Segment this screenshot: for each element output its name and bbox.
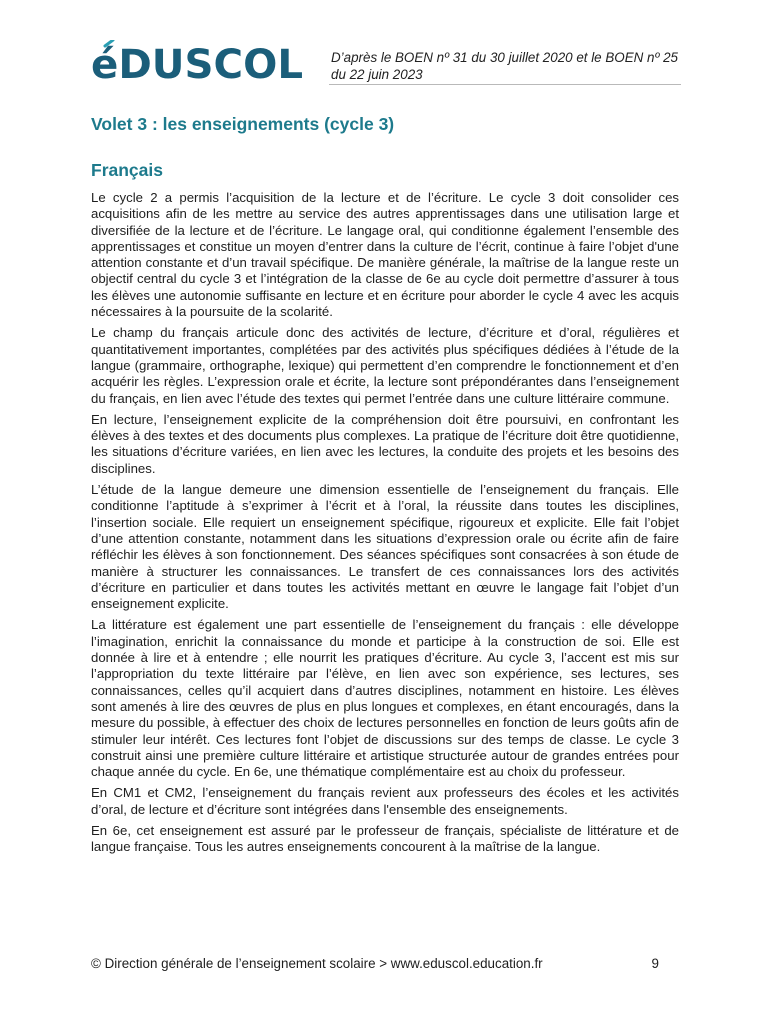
paragraph: Le champ du français articule donc des activités de lecture, d’écriture et d’oral, régulières et quantitativement importantes, complétées par des activités plus spécifiques dédiées à l’étude de la langue (grammaire, orthographe, lexique) qui permettent d’en comprendre le fonctionnement et d’en acquérir les règles. L’expression orale et écrite, la lecture sont prépondérantes dans l’enseignement du français, en lien avec l’étude des textes qui permet l’entrée dans une culture littéraire commune. xyxy=(91,325,679,406)
paragraph: En lecture, l’enseignement explicite de la compréhension doit être poursuivi, en confrontant les élèves à des textes et des documents plus complexes. La pratique de l’écriture doit être quotidienne, les situations d’écriture variées, en lien avec les lectures, la conduite des projets et les besoins des disciplines. xyxy=(91,411,679,476)
boen-reference: D’après le BOEN nº 31 du 30 juillet 2020 et le BOEN nº 25 du 22 juin 2023 xyxy=(331,50,678,82)
page-header xyxy=(91,40,681,88)
eduscol-logo-graphic xyxy=(91,40,311,86)
page-number: 9 xyxy=(651,956,659,971)
footer-credit: © Direction générale de l’enseignement scolaire > www.eduscol.education.fr xyxy=(91,956,543,971)
paragraph: La littérature est également une part essentielle de l’enseignement du français : elle développe l’imagination, enrichit la connaissance du monde et participe à la construction de soi. Elle est donnée à lire et à entendre ; elle nourrit les pratiques d’écriture. Au cycle 3, l’accent est mis sur l’appropriation du texte littéraire par l’élève, en lien avec son expérience, ses lectures, ses connaissances, celles qu’il acquiert dans d’autres disciplines, notamment en histoire. Les élèves sont amenés à lire des œuvres de plus en plus longues et complexes, en étant encouragés, dans la mesure du possible, à effectuer des choix de lectures personnelles en fonction de leurs goûts afin de stimuler leur intérêt. Ces lectures font l’objet de discussions sur des temps de classe. Le cycle 3 construit ainsi une première culture littéraire et artistique structurée autour de grandes entrées pour chaque année du cycle. En 6e, une thématique complémentaire est au choix du professeur. xyxy=(91,617,679,780)
body-text xyxy=(91,190,679,861)
paragraph: En CM1 et CM2, l’enseignement du français revient aux professeurs des écoles et les activités d’oral, de lecture et d’écriture sont intégrées dans l'ensemble des enseignements. xyxy=(91,785,679,817)
paragraph: L’étude de la langue demeure une dimension essentielle de l’enseignement du français. Elle conditionne l’aptitude à s’exprimer à l’écrit et à l’oral, la réussite dans toutes les disciplines, l’insertion sociale. Elle requiert un enseignement spécifique, rigoureux et explicite. Elle fait l’objet d’une attention constante, notamment dans les situations d’expression orale ou écrite afin de faire réfléchir les élèves à son fonctionnement. Des séances spécifiques sont consacrées à son étude de manière à structurer les connaissances. Le transfert de ces connaissances lors des activités d’écriture en particulier et dans toutes les activités mettant en œuvre le langage fait l’objet d’un enseignement explicite. xyxy=(91,482,679,612)
eduscol-logo-text: éDUSCOL xyxy=(91,42,303,86)
section-title: Volet 3 : les enseignements (cycle 3) xyxy=(91,114,395,134)
subject-title: Français xyxy=(91,160,163,180)
page-footer xyxy=(91,956,679,971)
eduscol-logo xyxy=(91,40,311,86)
paragraph: En 6e, cet enseignement est assuré par le professeur de français, spécialiste de littérature et de langue française. Tous les autres enseignements concourent à la maîtrise de la langue. xyxy=(91,822,679,855)
paragraph: Le cycle 2 a permis l’acquisition de la lecture et de l’écriture. Le cycle 3 doit consolider ces acquisitions afin de les mettre au service des autres apprentissages dans une utilisation large et diversifiée de la lecture et de l’écriture. Le langage oral, qui conditionne également l’ensemble des apprentissages et constitue un moyen d’entrer dans la culture de l’écrit, continue à faire l’objet d'une attention constante et d’un travail spécifique. De manière générale, la maîtrise de la langue reste un objectif central du cycle 3 et l’intégration de la classe de 6e au cycle doit permettre d’assurer à tous les élèves une autonomie suffisante en lecture et en écriture pour aborder le cycle 4 avec les acquis nécessaires à la poursuite de la scolarité. xyxy=(91,190,679,320)
header-divider xyxy=(329,84,681,85)
